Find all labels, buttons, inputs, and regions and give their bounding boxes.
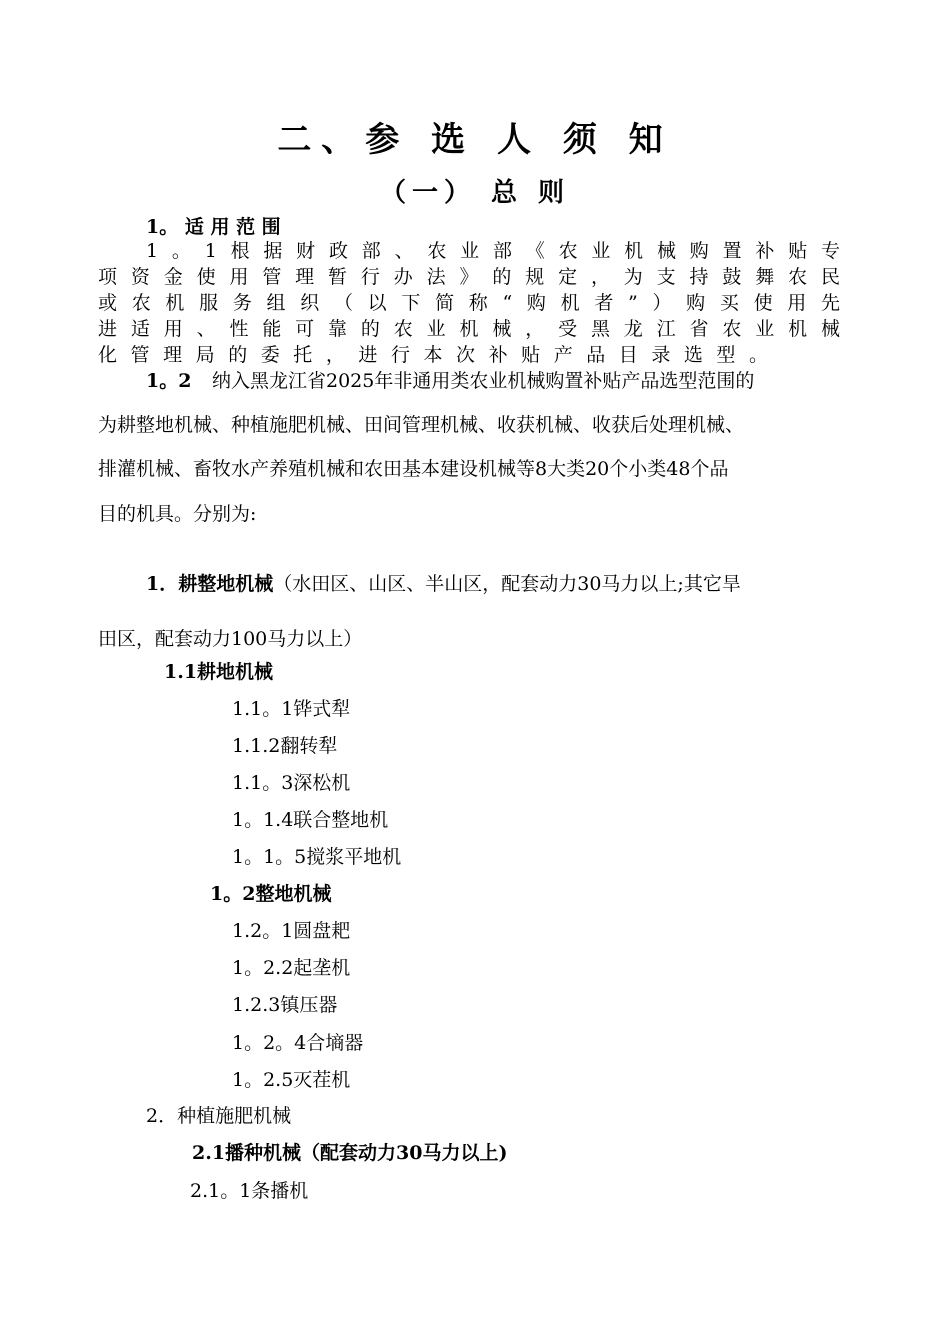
category-1 [146, 569, 741, 596]
list-item: 2.1。1条播机 [190, 1180, 309, 1202]
section-heading-scope: 1。 适 用 范 围 [146, 216, 281, 238]
para1-line-3: 或农机服务组织（以下简称“购机者”）购买使用先 [98, 292, 840, 314]
list-item: 1。2.5灭茬机 [232, 1069, 351, 1091]
list-item: 1.2。1圆盘耙 [232, 920, 351, 942]
list-item: 1。2.2起垄机 [232, 957, 351, 979]
para2-line-4: 目的机具。分别为: [98, 503, 257, 525]
list-item: 1.1。3深松机 [232, 772, 351, 794]
category-2-label: 2．种植施肥机械 [146, 1105, 292, 1127]
category-1-desc: （水田区、山区、半山区，配套动力30马力以上;其它旱 [273, 573, 741, 595]
para2-line-3: 排灌机械、畜牧水产养殖机械和农田基本建设机械等8大类20个小类48个品 [98, 458, 729, 480]
para1-line-2: 项资金使用管理暂行办法》的规定，为支持鼓舞农民 [98, 266, 840, 288]
subcategory-1-2: 1。2整地机械 [210, 883, 332, 905]
para2-line-1: 纳入黑龙江省2025年非通用类农业机械购置补贴产品选型范围的 [212, 370, 755, 392]
subcategory-1-1: 1.1耕地机械 [164, 661, 274, 683]
category-1-label: 1．耕整地机械 [146, 573, 274, 595]
list-item: 1。1。5搅浆平地机 [232, 846, 402, 868]
list-item: 1.2.3镇压器 [232, 994, 338, 1016]
para1-line-5: 化管理局的委托，进行本次补贴产品目录选型。 [98, 344, 768, 366]
subcategory-2-1: 2.1播种机械（配套动力30马力以上) [192, 1142, 508, 1164]
list-item: 1。2。4合墒器 [232, 1032, 364, 1054]
page-title: 二、参 选 人 须 知 [277, 120, 673, 160]
para1-line-4: 进适用、性能可靠的农业机械，受黑龙江省农业机械 [98, 318, 840, 340]
list-item: 1。1.4联合整地机 [232, 809, 389, 831]
para2-label: 1。2 [146, 370, 192, 392]
section-subtitle: （一） 总 则 [379, 178, 571, 208]
para2-line-2: 为耕整地机械、种植施肥机械、田间管理机械、收获机械、收获后处理机械、 [98, 414, 745, 436]
list-item: 1.1。1铧式犁 [232, 698, 351, 720]
para1-line-1: 1。1根据财政部、农业部《农业机械购置补贴专 [146, 240, 840, 262]
list-item: 1.1.2翻转犁 [232, 735, 338, 757]
category-1-desc-cont: 田区，配套动力100马力以上） [98, 628, 363, 650]
